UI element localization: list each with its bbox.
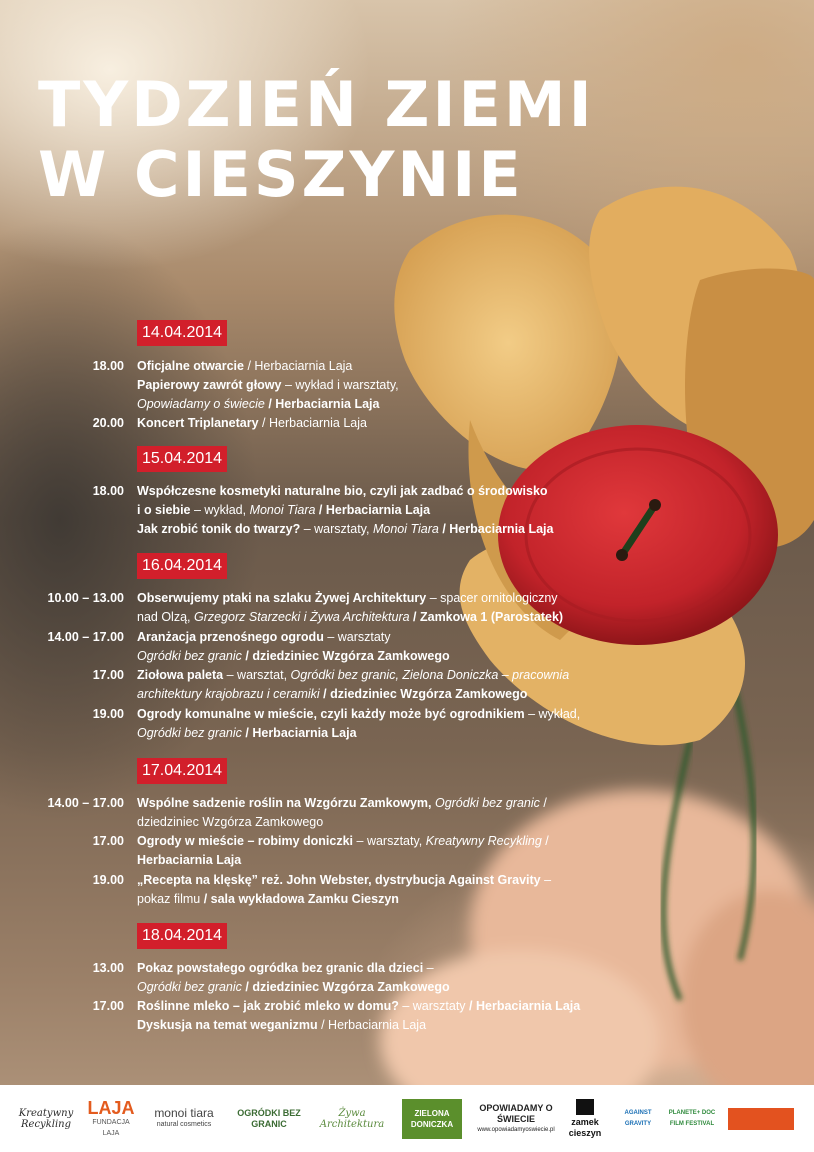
event-time: 14.00 – 17.00: [47, 796, 124, 810]
castle-icon: [576, 1099, 594, 1115]
event-time: 18.00: [92, 359, 124, 373]
event-time: 20.00: [92, 416, 124, 430]
poster-title: [38, 70, 595, 210]
event-text: Współczesne kosmetyki naturalne bio, czyli jak zadbać o środowisko: [137, 484, 548, 498]
title-line-2: W CIESZYNIE: [38, 138, 524, 211]
event-text: nad Olzą, Grzegorz Starzecki i Żywa Architektura / Zamkowa 1 (Parostatek): [137, 610, 564, 624]
logo-zielona-doniczka: ZIELONA DONICZKA: [402, 1099, 462, 1139]
date-badge: 16.04.2014: [137, 553, 227, 579]
event-text: Aranżacja przenośnego ogrodu – warsztaty: [137, 630, 391, 644]
event-text: Herbaciarnia Laja: [137, 853, 242, 867]
date-badge: 15.04.2014: [137, 446, 227, 472]
event-text: „Recepta na klęskę” reż. John Webster, dystrybucja Against Gravity –: [137, 873, 552, 887]
logo-zamek-cieszyn: zamek cieszyn: [560, 1099, 610, 1139]
event-text: Koncert Triplanetary / Herbaciarnia Laja: [137, 416, 367, 430]
event-text: Roślinne mleko – jak zrobić mleko w domu? – warsztaty / Herbaciarnia Laja: [137, 999, 581, 1013]
date-badge: 18.04.2014: [137, 923, 227, 949]
event-time: 17.00: [92, 999, 124, 1013]
event-text: i o siebie – wykład, Monoi Tiara / Herbaciarnia Laja: [137, 503, 431, 517]
logo-kreatywny-recykling: Kreatywny Recykling: [18, 1108, 74, 1130]
logo-monoi-tiara: monoi tiara natural cosmetics: [154, 1106, 214, 1128]
event-time: 13.00: [92, 961, 124, 975]
logo-zywa-architektura: Żywa Architektura: [319, 1108, 385, 1130]
date-badge: 14.04.2014: [137, 320, 227, 346]
event-text: Papierowy zawrót głowy – wykład i warsztaty,: [137, 378, 399, 392]
date-badge: 17.04.2014: [137, 758, 227, 784]
event-text: Ogrody w mieście – robimy doniczki – warsztaty, Kreatywny Recykling /: [137, 834, 549, 848]
sponsor-footer: [0, 1085, 814, 1152]
event-text: Ogródki bez granic / dziedziniec Wzgórza Zamkowego: [137, 980, 450, 994]
event-time: 19.00: [92, 707, 124, 721]
event-text: Obserwujemy ptaki na szlaku Żywej Architektury – spacer ornitologiczny: [137, 591, 558, 605]
event-time: 17.00: [92, 668, 124, 682]
sponsor-logo-red: [728, 1108, 794, 1130]
event-text: Ogrody komunalne w mieście, czyli każdy może być ogrodnikiem – wykład,: [137, 707, 581, 721]
logo-opowiadamy-o-swiecie: OPOWIADAMY O ŚWIECIE www.opowiadamyoswiecie.pl: [477, 1102, 555, 1133]
event-time: 14.00 – 17.00: [47, 630, 124, 644]
event-text: Opowiadamy o świecie / Herbaciarnia Laja: [137, 397, 380, 411]
event-time: 10.00 – 13.00: [47, 591, 124, 605]
event-text: dziedziniec Wzgórza Zamkowego: [137, 815, 324, 829]
title-line-1: TYDZIEŃ ZIEMI: [38, 68, 595, 141]
logo-fundacja-laja: LAJA FUNDACJA LAJA: [87, 1098, 135, 1137]
event-time: 17.00: [92, 834, 124, 848]
event-text: Ogródki bez granic / dziedziniec Wzgórza Zamkowego: [137, 649, 450, 663]
event-text: Wspólne sadzenie roślin na Wzgórzu Zamkowym, Ogródki bez granic /: [137, 796, 547, 810]
event-time: 19.00: [92, 873, 124, 887]
event-text: Jak zrobić tonik do twarzy? – warsztaty, Monoi Tiara / Herbaciarnia Laja: [137, 522, 554, 536]
event-text: Ogródki bez granic / Herbaciarnia Laja: [137, 726, 357, 740]
logo-ogrodki-bez-granic: OGRÓDKI BEZ GRANIC: [237, 1108, 301, 1129]
event-time: 18.00: [92, 484, 124, 498]
event-text: Oficjalne otwarcie / Herbaciarnia Laja: [137, 359, 353, 373]
event-text: Dyskusja na temat weganizmu / Herbaciarnia Laja: [137, 1018, 427, 1032]
logo-against-gravity: AGAINST GRAVITY: [624, 1110, 652, 1127]
event-text: Ziołowa paleta – warsztat, Ogródki bez granic, Zielona Doniczka – pracownia: [137, 668, 570, 682]
event-text: Pokaz powstałego ogródka bez granic dla dzieci –: [137, 961, 434, 975]
event-text: architektury krajobrazu i ceramiki / dziedziniec Wzgórza Zamkowego: [137, 687, 528, 701]
event-text: pokaz filmu / sala wykładowa Zamku Cieszyn: [137, 892, 399, 906]
logo-planete-doc: PLANETE+ DOC FILM FESTIVAL: [668, 1110, 716, 1127]
